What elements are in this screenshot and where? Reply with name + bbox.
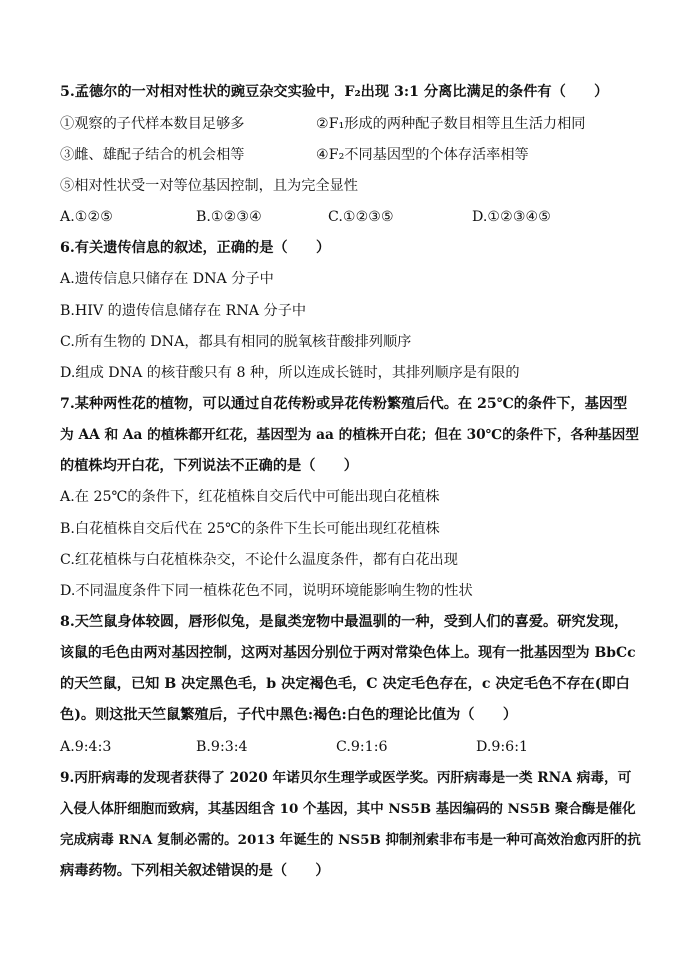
option-d: D.①②③④⑤ — [472, 209, 551, 225]
question-7-option-b: B.白花植株自交后代在 25℃的条件下生长可能出现红花植株 — [60, 521, 440, 537]
condition-5: ⑤相对性状受一对等位基因控制，且为完全显性 — [60, 178, 358, 194]
option-c: C.9:1:6 — [336, 739, 388, 755]
question-6-stem: 6.有关遗传信息的叙述，正确的是（ ） — [60, 240, 331, 256]
question-8-options — [60, 738, 640, 756]
question-8-stem-line-2: 该鼠的毛色由两对基因控制，这两对基因分别位于两对常染色体上。现有一批基因型为 BbCc — [60, 645, 636, 661]
question-9-stem-line-2: 入侵人体肝细胞而致病，其基因组含 10 个基因，其中 NS5B 基因编码的 NS5B 聚合酶是催化 — [60, 801, 636, 817]
question-7-stem-line-1: 7.某种两性花的植物，可以通过自花传粉或异花传粉繁殖后代。在 25℃的条件下，基因型 — [60, 396, 628, 412]
condition-2: ②F₁形成的两种配子数目相等且生活力相同 — [316, 116, 586, 132]
condition-3: ③雌、雄配子结合的机会相等 — [60, 147, 245, 163]
question-8-stem-line-1: 8.天竺鼠身体较圆，唇形似兔，是鼠类宠物中最温驯的一种，受到人们的喜爱。研究发现， — [60, 614, 629, 630]
option-d: D.9:6:1 — [476, 739, 529, 755]
option-b: B.①②③④ — [196, 209, 262, 225]
question-7-option-a: A.在 25℃的条件下，红花植株自交后代中可能出现白花植株 — [60, 489, 440, 505]
question-9-stem-line-1: 9.丙肝病毒的发现者获得了 2020 年诺贝尔生理学或医学奖。丙肝病毒是一类 RNA 病毒，可 — [60, 770, 632, 786]
question-7-stem-line-2: 为 AA 和 Aa 的植株都开红花，基因型为 aa 的植株开白花；但在 30℃的条件下，各种基因型 — [60, 427, 639, 443]
question-5-stem: 5.孟德尔的一对相对性状的豌豆杂交实验中，F₂出现 3:1 分离比满足的条件有（ ） — [60, 84, 609, 100]
question-8-stem-line-3: 的天竺鼠，已知 B 决定黑色毛，b 决定褐色毛，C 决定毛色存在，c 决定毛色不存在(即白 — [60, 676, 630, 692]
question-6-option-c: C.所有生物的 DNA，都具有相同的脱氧核苷酸排列顺序 — [60, 334, 412, 350]
option-c: C.①②③⑤ — [328, 209, 394, 225]
condition-4: ④F₂不同基因型的个体存活率相等 — [316, 147, 529, 163]
question-7-option-c: C.红花植株与白花植株杂交，不论什么温度条件，都有白花出现 — [60, 552, 458, 568]
question-6-option-a: A.遗传信息只储存在 DNA 分子中 — [60, 271, 274, 287]
question-9-stem-line-3: 完成病毒 RNA 复制必需的。2013 年诞生的 NS5B 抑制剂索非布韦是一种可高效治愈丙肝的抗 — [60, 832, 641, 848]
question-6-option-b: B.HIV 的遗传信息储存在 RNA 分子中 — [60, 303, 307, 319]
question-5-options — [60, 208, 640, 226]
question-5-conditions-row-2 — [60, 146, 640, 164]
option-b: B.9:3:4 — [196, 739, 248, 755]
question-7-option-d: D.不同温度条件下同一植株花色不同，说明环境能影响生物的性状 — [60, 583, 473, 599]
option-a: A.①②⑤ — [60, 209, 113, 225]
question-9-stem-line-4: 病毒药物。下列相关叙述错误的是（ ） — [60, 863, 330, 879]
question-7-stem-line-3: 的植株均开白花，下列说法不正确的是（ ） — [60, 458, 358, 474]
option-a: A.9:4:3 — [60, 739, 112, 755]
condition-1: ①观察的子代样本数目足够多 — [60, 116, 245, 132]
question-8-stem-line-4: 色)。则这批天竺鼠繁殖后，子代中黑色:褐色:白色的理论比值为（ ） — [60, 707, 518, 723]
question-6-option-d: D.组成 DNA 的核苷酸只有 8 种，所以连成长链时，其排列顺序是有限的 — [60, 365, 520, 381]
question-5-conditions-row-1 — [60, 115, 640, 133]
